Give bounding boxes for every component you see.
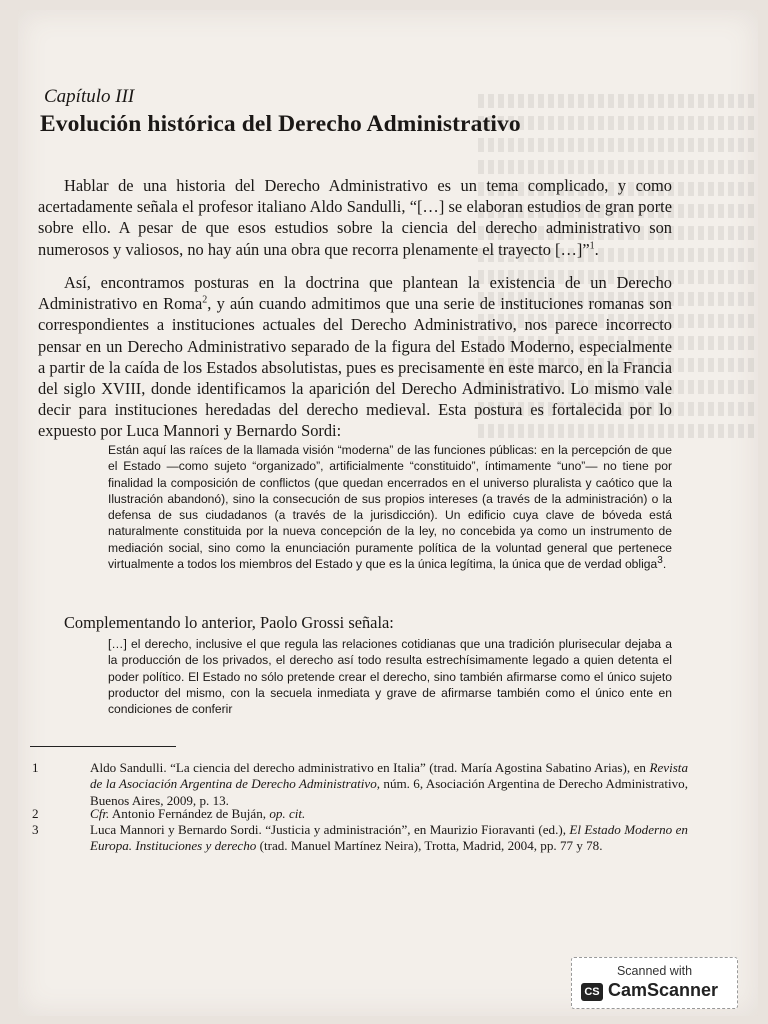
footnote-ref-2: 2 <box>202 294 208 306</box>
chapter-label: Capítulo III <box>44 86 135 107</box>
footnote-divider <box>30 746 176 747</box>
watermark-caption: Scanned with <box>616 964 693 978</box>
footnote-number: 2 <box>32 806 39 821</box>
footnote-text-part: Luca Mannori y Bernardo Sordi. “Justicia y administración”, en Maurizio Fioravanti (ed.), <box>90 822 570 837</box>
footnote-ref-1: 1 <box>589 240 595 252</box>
chapter-title: Evolución histórica del Derecho Administrativo <box>40 111 521 137</box>
paragraph-intro: Hablar de una historia del Derecho Administrativo es un tema complicado, y como acertadamente señala el profesor italiano Aldo Sandulli, “[…] se elaboran estudios de gran porte sobre ello. A pesar de que esos estudios sobre la ciencia del derecho administrativo son numerosos y valiosos, no hay aún una obra que recorra plenamente el trayecto […]”$^1$. <box>38 176 672 259</box>
footnote-text-part: , núm. 6, Asociación Argentina de Derecho Administrativo, Buenos Aires, 2009, p. 13. <box>90 776 688 808</box>
footnote-italic: op. cit. <box>269 806 306 821</box>
footnote-text <box>90 760 688 809</box>
footnote-text <box>90 822 688 855</box>
paragraph-roma-text-a: Así, encontramos posturas en la doctrina que plantean la existencia de un Derecho Administrativo en Roma <box>38 273 672 314</box>
block-quote-grossi: […] el derecho, inclusive el que regula las relaciones cotidianas que una tradición plurisecular dejaba a la producción de los privados, el derecho así todo resulta estrechísimamente legado a quien detenta el poder político. El Estado no sólo pretende crear el derecho, sino también afirmarse como el único sujeto productor del mismo, con la secuela inmediata y grave de afirmarse también como el único ente en condiciones de conferir <box>108 637 672 717</box>
footnote-text-part: (trad. Manuel Martínez Neira), Trotta, Madrid, 2004, pp. 77 y 78. <box>256 838 603 854</box>
watermark-brand: CamScanner <box>608 980 719 1000</box>
footnote-text <box>90 806 688 822</box>
paragraph-grossi: Complementando lo anterior, Paolo Grossi señala: <box>64 613 394 632</box>
footnote-number: 1 <box>32 760 39 775</box>
paragraph-intro-text: Hablar de una historia del Derecho Administrativo es un tema complicado, y como acertadamente señala el profesor italiano Aldo Sandulli, “[…] se elaboran estudios de gran porte sobre ello. A pesar de que esos estudios sobre la ciencia del derecho administrativo son numerosos y valiosos, no hay aún una obra que recorra plenamente el trayecto […]” <box>38 176 672 259</box>
footnote-journal-title: Revista de la Asociación Argentina de Derecho Administrativo <box>90 760 688 792</box>
camscanner-logo-icon: CS <box>581 983 603 1001</box>
footnote-ref-3: 3 <box>657 555 663 567</box>
quote-mannori-text: Están aquí las raíces de la llamada visión “moderna” de las funciones públicas: en la percepción de que el Estado —como sujeto “organizado”, artificialmente “constituido”, íntimamente “uno”— no tiene por finalidad la composición de conflictos (que quedan encerrados en el universo pluralista y caótico que la Ilustración abandonó), sino la consecución de sus propios intereses (a través de la administración) o la defensa de sus ciudadanos (a través de la jurisdicción). Un edificio cuya clave de bóveda está naturalmente constituida por la nueva concepción de la ley, no concebida ya como un instrumento de mediación social, sino como la enunciación puramente política de la voluntad general que pertenece virtualmente a todos los miembros del Estado y que es la única legítima, la única que de verdad obliga <box>108 443 672 572</box>
paragraph-roma-text-b: , y aún cuando admitimos que una serie de instituciones romanas son correspondientes a instituciones actuales del Derecho Administrativo, nos parece incorrecto pensar en un Derecho Administrativo separado de la figura del Estado Moderno, especialmente a partir de la caída de los Estados absolutistas, pues es precisamente en este marco, en la Francia del siglo XVIII, donde identificamos la aparición del Derecho Administrativo. Lo mismo vale decir para instituciones heredadas del derecho medieval. Esta postura es fortalecida por lo expuesto por Luca Mannori y Bernardo Sordi: <box>38 294 672 441</box>
paragraph-roma <box>38 272 672 442</box>
footnote-italic: Cfr. <box>90 806 110 821</box>
block-quote-mannori-sordi: Están aquí las raíces de la llamada visión “moderna” de las funciones públicas: en la percepción de que el Estado —como sujeto “organizado”, artificialmente “constituido”, íntimamente “uno”— no tiene por finalidad la composición de conflictos (que quedan encerrados en el universo pluralista y caótico que la Ilustración abandonó), sino la consecución de sus propios intereses (a través de la administración) o la defensa de sus ciudadanos (a través de la jurisdicción). Un edificio cuya clave de bóveda está naturalmente constituida por la nueva concepción de la ley, no concebida ya como un instrumento de mediación social, sino como la enunciación puramente política de la voluntad general que pertenece virtualmente a todos los miembros del Estado y que es la única legítima, la única que de verdad obliga$^3$. <box>108 443 672 572</box>
footnote-text-part: Antonio Fernández de Buján, <box>109 806 270 821</box>
camscanner-watermark <box>571 957 738 1009</box>
footnote-text-part: Aldo Sandulli. “La ciencia del derecho administrativo en Italia” (trad. María Agostina Sabatino Arias), en <box>90 760 650 775</box>
footnote-book-title: El Estado Moderno en Europa. Instituciones y derecho <box>90 822 688 854</box>
footnote-number: 3 <box>32 822 39 837</box>
